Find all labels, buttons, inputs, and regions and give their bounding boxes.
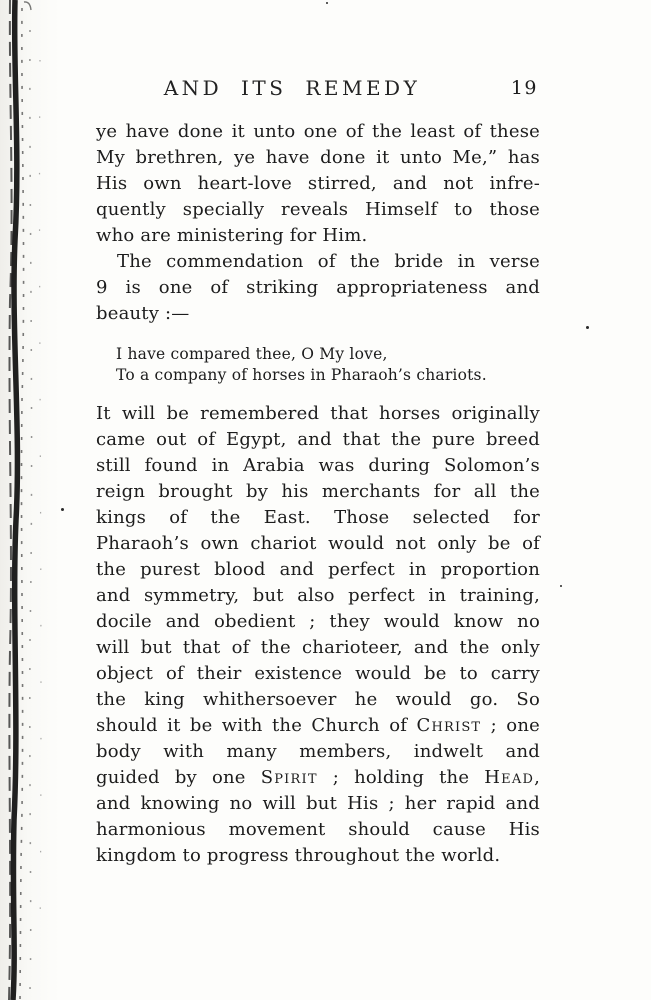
scan-speck	[560, 585, 562, 587]
text-line: Pharaoh’s own chariot would not only be of	[96, 533, 540, 554]
text-segment: ; holding the	[317, 767, 485, 788]
small-caps-word: Head	[484, 767, 535, 788]
text-line: object of their existence would be to carry	[96, 663, 540, 684]
text-line: the king whithersoever he would go. So	[96, 689, 540, 710]
text-line: beauty :—	[96, 303, 190, 324]
text-line: 9 is one of striking appropriateness and	[96, 277, 540, 298]
scan-speck	[586, 326, 589, 329]
text-line: will but that of the charioteer, and the only	[96, 637, 540, 658]
paragraph	[96, 249, 540, 327]
text-line: The commendation of the bride in verse	[117, 251, 540, 272]
page-number: 19	[510, 77, 538, 99]
text-line: kings of the East. Those selected for	[96, 507, 540, 528]
text-segment: should it be with the Church of	[96, 715, 417, 736]
small-caps-word: Spirit	[260, 767, 318, 788]
text-segment: ,	[534, 767, 540, 788]
text-line: It will be remembered that horses originally	[96, 403, 540, 424]
text-block	[96, 76, 540, 869]
text-line: and symmetry, but also perfect in training,	[96, 585, 540, 606]
page-title: AND ITS REMEDY	[163, 76, 421, 100]
text-line: body with many members, indwelt and	[96, 741, 540, 762]
text-line	[96, 713, 540, 739]
text-line: My brethren, ye have done it unto Me,” has	[96, 147, 540, 168]
paragraph	[96, 401, 540, 869]
text-segment: ; one	[481, 715, 540, 736]
text-line: the purest blood and perfect in proportion	[96, 559, 540, 580]
text-segment: guided by one	[96, 767, 261, 788]
block-quote	[116, 344, 540, 386]
book-gutter-binding-shadow	[0, 0, 70, 1000]
small-caps-word: Christ	[416, 715, 482, 736]
quote-line: To a company of horses in Pharaoh’s chariots.	[116, 366, 487, 384]
scan-speck	[326, 2, 328, 4]
text-line: who are ministering for Him.	[96, 225, 368, 246]
paragraph	[96, 119, 540, 249]
text-line: His own heart-love stirred, and not infre-	[96, 173, 540, 194]
text-line: harmonious movement should cause His	[96, 819, 540, 840]
text-line: ye have done it unto one of the least of these	[96, 121, 540, 142]
text-line: reign brought by his merchants for all the	[96, 481, 540, 502]
text-line: docile and obedient ; they would know no	[96, 611, 540, 632]
text-line: and knowing no will but His ; her rapid and	[96, 793, 540, 814]
text-line: still found in Arabia was during Solomon’s	[96, 455, 540, 476]
text-line: came out of Egypt, and that the pure breed	[96, 429, 540, 450]
text-line: kingdom to progress throughout the world.	[96, 845, 501, 866]
quote-line: I have compared thee, O My love,	[116, 345, 388, 363]
running-header	[96, 76, 540, 103]
text-line	[96, 765, 540, 791]
text-line: quently specially reveals Himself to those	[96, 199, 540, 220]
scan-speck	[61, 508, 64, 511]
